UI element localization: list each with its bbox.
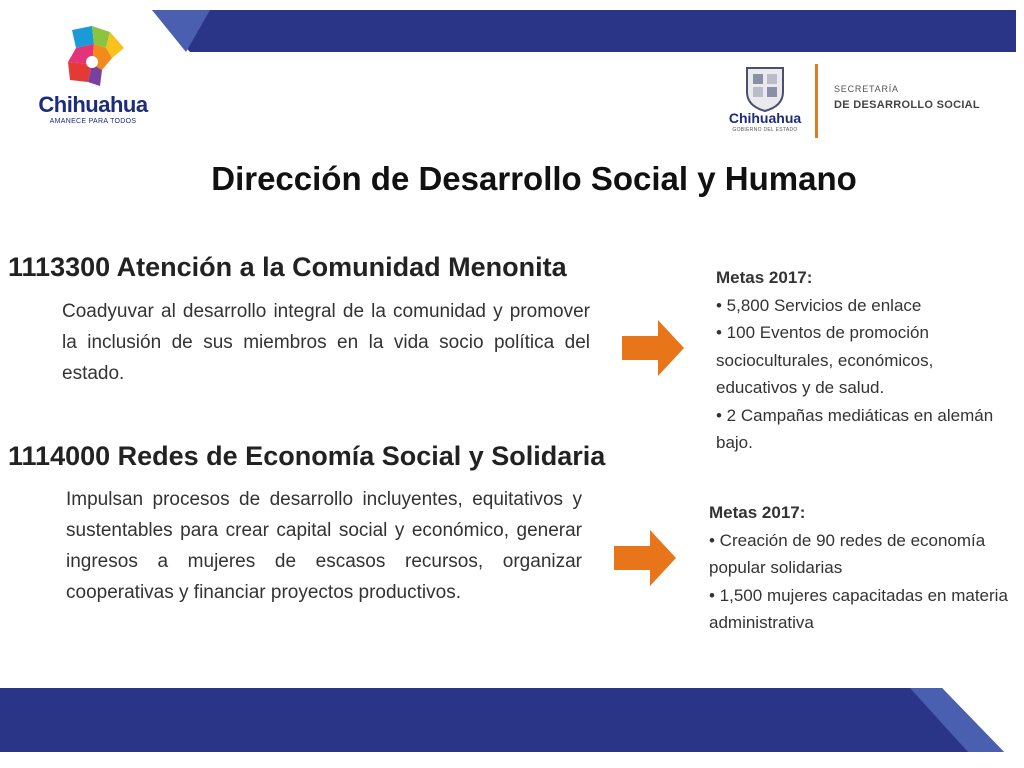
program-description: Coadyuvar al desarrollo integral de la comunidad y promover la inclusión de sus miembros en la vida socio política del estado.	[62, 301, 590, 384]
bottom-banner	[0, 680, 1024, 768]
program-title: 1114000 Redes de Economía Social y Solidaria	[8, 441, 606, 471]
goals-block	[716, 264, 996, 457]
secretaria-line-1: SECRETARÍA	[834, 84, 899, 94]
chihuahua-logo	[28, 22, 158, 132]
goal-item: • 2 Campañas mediáticas en alemán bajo.	[716, 405, 994, 452]
program-title: 1113300 Atención a la Comunidad Menonita	[8, 252, 567, 282]
secretaria-subtag: GOBIERNO DEL ESTADO	[732, 127, 798, 133]
right-arrow-icon	[614, 530, 676, 586]
state-shield-icon	[744, 66, 786, 112]
goal-item: • Creación de 90 redes de economía popular solidarias	[709, 530, 986, 577]
logo-divider	[815, 64, 818, 138]
page-title: Dirección de Desarrollo Social y Humano	[211, 160, 857, 197]
goals-heading: Metas 2017:	[716, 268, 813, 287]
right-arrow-icon	[622, 320, 684, 376]
goal-item: • 1,500 mujeres capacitadas en materia administrativa	[709, 585, 1008, 632]
secretaria-line-2: DE DESARROLLO SOCIAL	[834, 99, 980, 111]
logo-wordmark: Chihuahua	[38, 92, 148, 117]
chihuahua-colorful-mark-icon	[58, 22, 128, 102]
goals-heading: Metas 2017:	[709, 503, 806, 522]
goal-item: • 100 Eventos de promoción socioculturales, económicos, educativos y de salud.	[716, 323, 934, 397]
secretaria-logo	[720, 62, 1000, 142]
secretaria-wordmark: Chihuahua	[728, 110, 802, 126]
goal-item: • 5,800 Servicios de enlace	[716, 295, 922, 315]
goals-block	[709, 499, 1009, 637]
logo-tagline: AMANECE PARA TODOS	[49, 118, 137, 125]
program-description: Impulsan procesos de desarrollo incluyentes, equitativos y sustentables para crear capital social y económico, generar ingresos a mujeres de escasos recursos, organizar cooperativas y financiar proyectos productivos.	[66, 489, 582, 603]
